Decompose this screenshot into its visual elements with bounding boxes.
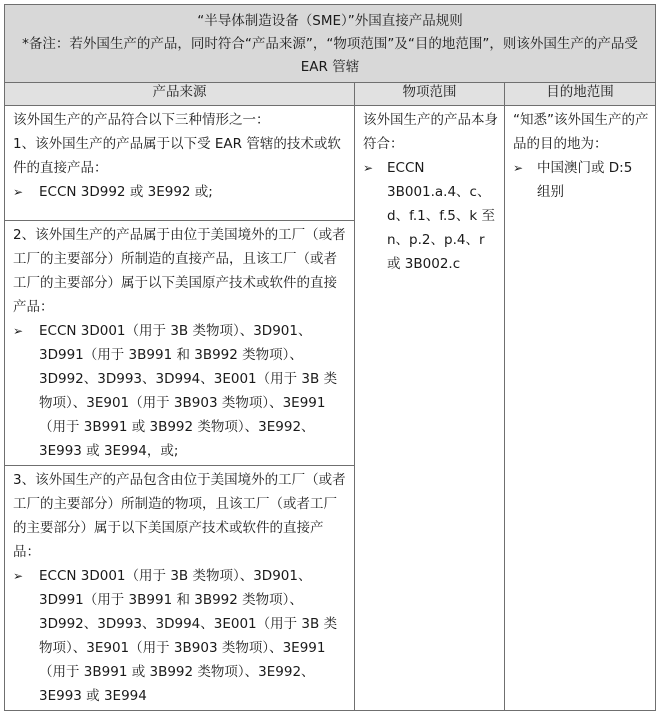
content-row-1 <box>5 106 656 221</box>
scope-intro: 该外国生产的产品本身符合： <box>363 112 498 152</box>
arrowhead-bullet-icon: ➢ <box>13 185 24 199</box>
header-row <box>5 83 656 106</box>
sme-rule-table <box>4 4 656 711</box>
source-item-3-bullet: ECCN 3D001（用于 3B 类物项）、3D901、3D991（用于 3B991 和 3B992 类物项）、3D992、3D993、3D994、3E001（用于 3B 类物项）、3E901（用于 3B903 类物项）、3E991（用于 3B991 或 3B992 类物项）、3E992、3E993 或 3E994 <box>39 568 338 704</box>
list-item <box>13 319 348 463</box>
source-item-3: 3、该外国生产的产品包含由位于美国境外的工厂（或者工厂的主要部分）所制造的物项，且该工厂（或者工厂的主要部分）属于以下美国原产技术或软件的直接产品： <box>13 472 346 560</box>
header-destination: 目的地范围 <box>505 83 656 106</box>
sme-rule-table-wrapper <box>4 4 655 704</box>
source-block-1 <box>5 106 355 221</box>
source-intro: 该外国生产的产品符合以下三种情形之一： <box>13 112 270 128</box>
list-item <box>363 156 498 276</box>
header-source: 产品来源 <box>5 83 355 106</box>
list-item <box>13 180 348 204</box>
destination-intro: “知悉”该外国生产的产品的目的地为： <box>513 112 649 152</box>
source-item-2-bullet: ECCN 3D001（用于 3B 类物项）、3D901、3D991（用于 3B991 和 3B992 类物项）、3D992、3D993、3D994、3E001（用于 3B 类物项）、3E901（用于 3B903 类物项）、3E991（用于 3B991 或 3B992 类物项）、3E992、3E993 或 3E994，或; <box>39 323 338 459</box>
table-note: *备注：若外国生产的产品，同时符合“产品来源”，“物项范围”及“目的地范围”，则该外国生产的产品受 EAR 管辖 <box>22 36 638 75</box>
header-scope: 物项范围 <box>355 83 505 106</box>
list-item <box>513 156 649 204</box>
title-row <box>5 5 656 83</box>
source-block-3 <box>5 466 355 711</box>
list-item <box>13 564 348 708</box>
source-item-2: 2、该外国生产的产品属于由位于美国境外的工厂（或者工厂的主要部分）所制造的直接产品，且该工厂（或者工厂的主要部分）属于以下美国原产技术或软件的直接产品： <box>13 227 346 315</box>
arrowhead-bullet-icon: ➢ <box>13 569 24 583</box>
destination-bullet: 中国澳门或 D:5 组别 <box>537 160 633 200</box>
scope-bullet: ECCN 3B001.a.4、c、d、f.1、f.5、k 至 n、p.2、p.4、r 或 3B002.c <box>387 160 495 272</box>
source-block-2 <box>5 221 355 466</box>
source-item-1: 1、该外国生产的产品属于以下受 EAR 管辖的技术或软件的直接产品： <box>13 136 341 176</box>
arrowhead-bullet-icon: ➢ <box>363 161 374 175</box>
table-title: “半导体制造设备（SME）”外国直接产品规则 <box>197 13 463 29</box>
arrowhead-bullet-icon: ➢ <box>13 324 24 338</box>
title-cell <box>5 5 656 83</box>
arrowhead-bullet-icon: ➢ <box>513 161 524 175</box>
source-item-1-bullet: ECCN 3D992 或 3E992 或; <box>39 184 213 200</box>
